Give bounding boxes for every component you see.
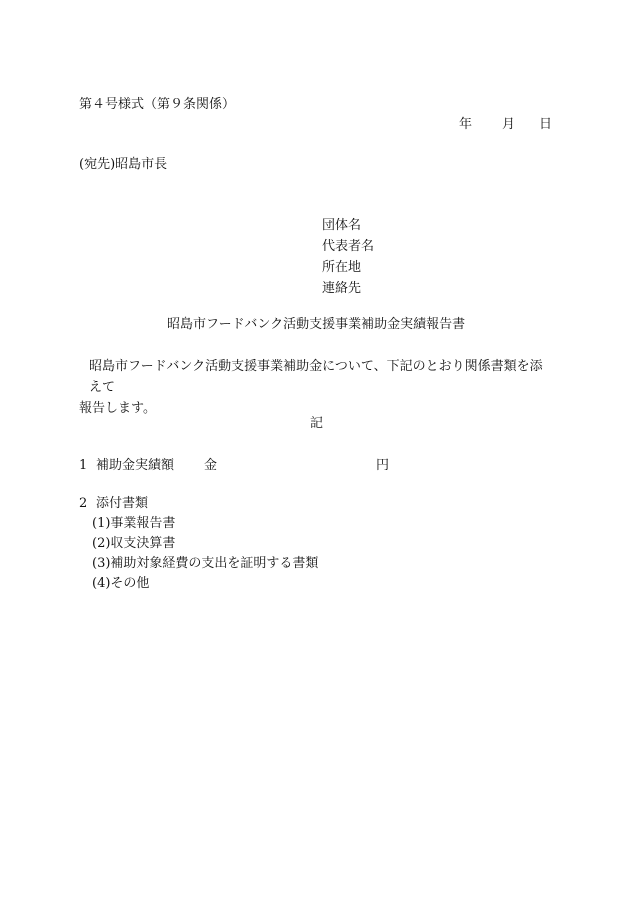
document-title: 昭島市フードバンク活動支援事業補助金実績報告書 [167, 317, 466, 332]
organization-name-label: 団体名 [322, 218, 362, 233]
body-line-1: 昭島市フードバンク活動支援事業補助金について、下記のとおり関係書類を添えて [89, 359, 543, 395]
date-day-label: 日 [539, 117, 553, 132]
applicant-info-block [322, 215, 374, 299]
item-1-label: 補助金実績額 [96, 458, 175, 473]
date-month-label: 月 [502, 117, 516, 132]
attachment-item: (4)その他 [92, 576, 150, 591]
contact-label: 連絡先 [322, 281, 362, 296]
form-number: 第４号様式（第９条関係） [79, 97, 236, 112]
attachment-item: (3)補助対象経費の支出を証明する書類 [92, 556, 319, 571]
addressee: (宛先)昭島市長 [79, 157, 168, 172]
attachment-item: (2)収支決算書 [92, 536, 176, 551]
amount-unit: 円 [376, 458, 390, 473]
item-1-number: 1 [79, 458, 88, 473]
amount-prefix: 金 [204, 458, 218, 473]
address-label: 所在地 [322, 260, 362, 275]
date-year-label: 年 [459, 117, 473, 132]
body-paragraph [79, 356, 554, 419]
body-line-2: 報告します。 [79, 401, 156, 416]
attachment-item: (1)事業報告書 [92, 516, 176, 531]
attachment-list [92, 514, 318, 594]
item-2-number: 2 [79, 496, 88, 511]
ki-heading: 記 [310, 416, 324, 431]
representative-name-label: 代表者名 [322, 239, 375, 254]
item-2-label: 添付書類 [96, 496, 149, 511]
